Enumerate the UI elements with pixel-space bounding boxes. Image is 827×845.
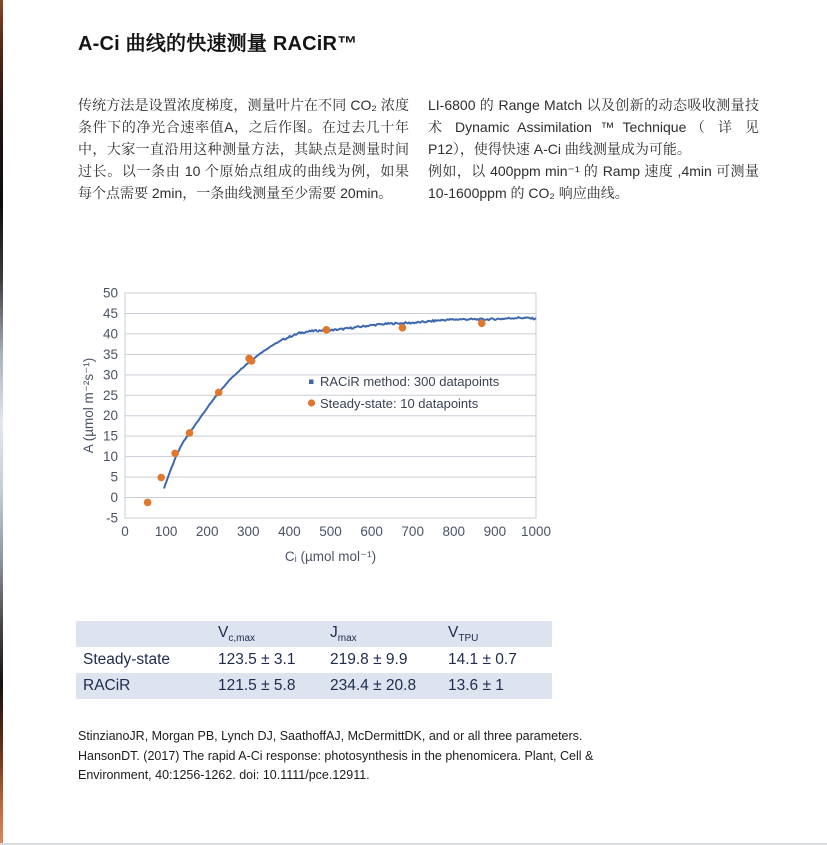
x-axis-label: Cᵢ (µmol mol⁻¹) xyxy=(284,549,377,564)
steady-state-point xyxy=(157,474,165,482)
results-table-header-row xyxy=(76,621,552,647)
intro-column-right xyxy=(428,94,759,204)
intro-paragraph-li6800: LI-6800 的 Range Match 以及创新的动态吸收测量技 术 Dynamic Assimilation ™ Technique（ 详 见 P12），使得快速 A-Ci 曲线测量成为可能。 xyxy=(428,97,759,157)
value-cell: 219.8 ± 9.9 xyxy=(330,651,408,668)
citation xyxy=(78,727,593,786)
aci-chart-svg xyxy=(80,282,567,580)
x-tick-label: 0 xyxy=(121,524,129,539)
y-tick-label: 15 xyxy=(102,428,118,444)
x-tick-label: 900 xyxy=(483,524,507,539)
legend-label-steady-state: Steady-state: 10 datapoints xyxy=(320,396,479,411)
legend-marker-steady-state xyxy=(308,399,315,406)
aci-response-chart xyxy=(80,282,567,580)
steady-state-point xyxy=(248,357,256,365)
y-tick-label: 25 xyxy=(102,387,118,403)
results-table-header-cell: $V_{c,max}$ xyxy=(218,623,256,645)
y-tick-label: 5 xyxy=(110,469,118,485)
value-cell: 234.4 ± 20.8 xyxy=(330,677,417,694)
scan-edge-left xyxy=(0,0,3,845)
value-cell: 123.5 ± 3.1 xyxy=(218,651,296,668)
steady-state-point xyxy=(144,499,152,507)
y-tick-label: 45 xyxy=(102,305,118,321)
results-table-row xyxy=(76,673,552,699)
y-tick-label: 40 xyxy=(102,326,118,342)
x-tick-label: 200 xyxy=(195,524,219,539)
results-table xyxy=(76,621,552,699)
results-table-header-cell: $J_{max}$ xyxy=(330,623,357,645)
row-label: Steady-state xyxy=(83,651,171,668)
value-cell: 121.5 ± 5.8 xyxy=(218,677,296,694)
steady-state-point xyxy=(399,324,407,332)
x-tick-label: 500 xyxy=(319,524,342,539)
page-title: A-Ci 曲线的快速测量 RACiR™ xyxy=(78,33,358,55)
results-table-row xyxy=(76,647,552,673)
y-tick-label: -5 xyxy=(105,510,118,526)
y-tick-label: 20 xyxy=(102,408,118,424)
steady-state-point xyxy=(478,319,486,327)
x-tick-label: 1000 xyxy=(520,524,552,539)
citation-line-3: Environment, 40:1256-1262. doi: 10.1111/pce.12911. xyxy=(78,768,370,782)
y-tick-label: 0 xyxy=(110,490,118,506)
results-table-header-cell xyxy=(76,621,218,647)
value-cell: 13.6 ± 1 xyxy=(448,677,504,694)
x-tick-label: 800 xyxy=(442,524,466,539)
y-tick-label: 30 xyxy=(102,367,118,383)
steady-state-point xyxy=(186,429,194,437)
x-tick-label: 700 xyxy=(401,524,424,539)
y-tick-label: 35 xyxy=(102,346,118,362)
steady-state-point xyxy=(323,326,331,334)
steady-state-point xyxy=(215,389,223,397)
legend-label-racir: RACiR method: 300 datapoints xyxy=(320,374,500,389)
citation-line-2: HansonDT. (2017) The rapid A-Ci response: photosynthesis in the phenomicera. Plant, Cell & xyxy=(78,748,594,763)
y-tick-label: 10 xyxy=(102,449,118,465)
x-tick-label: 300 xyxy=(237,524,260,539)
x-tick-label: 100 xyxy=(154,524,178,539)
x-tick-label: 400 xyxy=(278,524,301,539)
intro-paragraph-example: 例如，以 400ppm min⁻¹ 的 Ramp 速度 ,4min 可测量 10-1600ppm 的 CO₂ 响应曲线。 xyxy=(428,163,759,201)
y-axis-label: A (µmol m⁻²s⁻¹) xyxy=(81,357,96,454)
x-tick-label: 600 xyxy=(360,524,383,539)
results-table-body xyxy=(76,621,552,699)
steady-state-point xyxy=(171,450,179,458)
value-cell: 14.1 ± 0.7 xyxy=(448,651,517,668)
row-label: RACiR xyxy=(83,677,131,694)
intro-column-left xyxy=(78,94,409,204)
citation-line-1: StinzianoJR, Morgan PB, Lynch DJ, SaathoffAJ, McDermittDK, and or all three parameters. xyxy=(78,729,583,743)
intro-paragraph-traditional-method: 传统方法是设置浓度梯度，测量叶片在不同 CO₂ 浓度条件下的净光合速率值A，之后作图。在过去几十年中，大家一直沿用这种测量方法，其缺点是测量时间过长。以一条由 10 个原始点组成的曲线为例，如果每个点需要 2min，一条曲线测量至少需要 20min。 xyxy=(78,97,409,201)
legend-marker-racir xyxy=(309,380,314,385)
y-tick-label: 50 xyxy=(102,285,118,301)
results-table-header-cell: $V_{TPU}$ xyxy=(448,623,479,645)
